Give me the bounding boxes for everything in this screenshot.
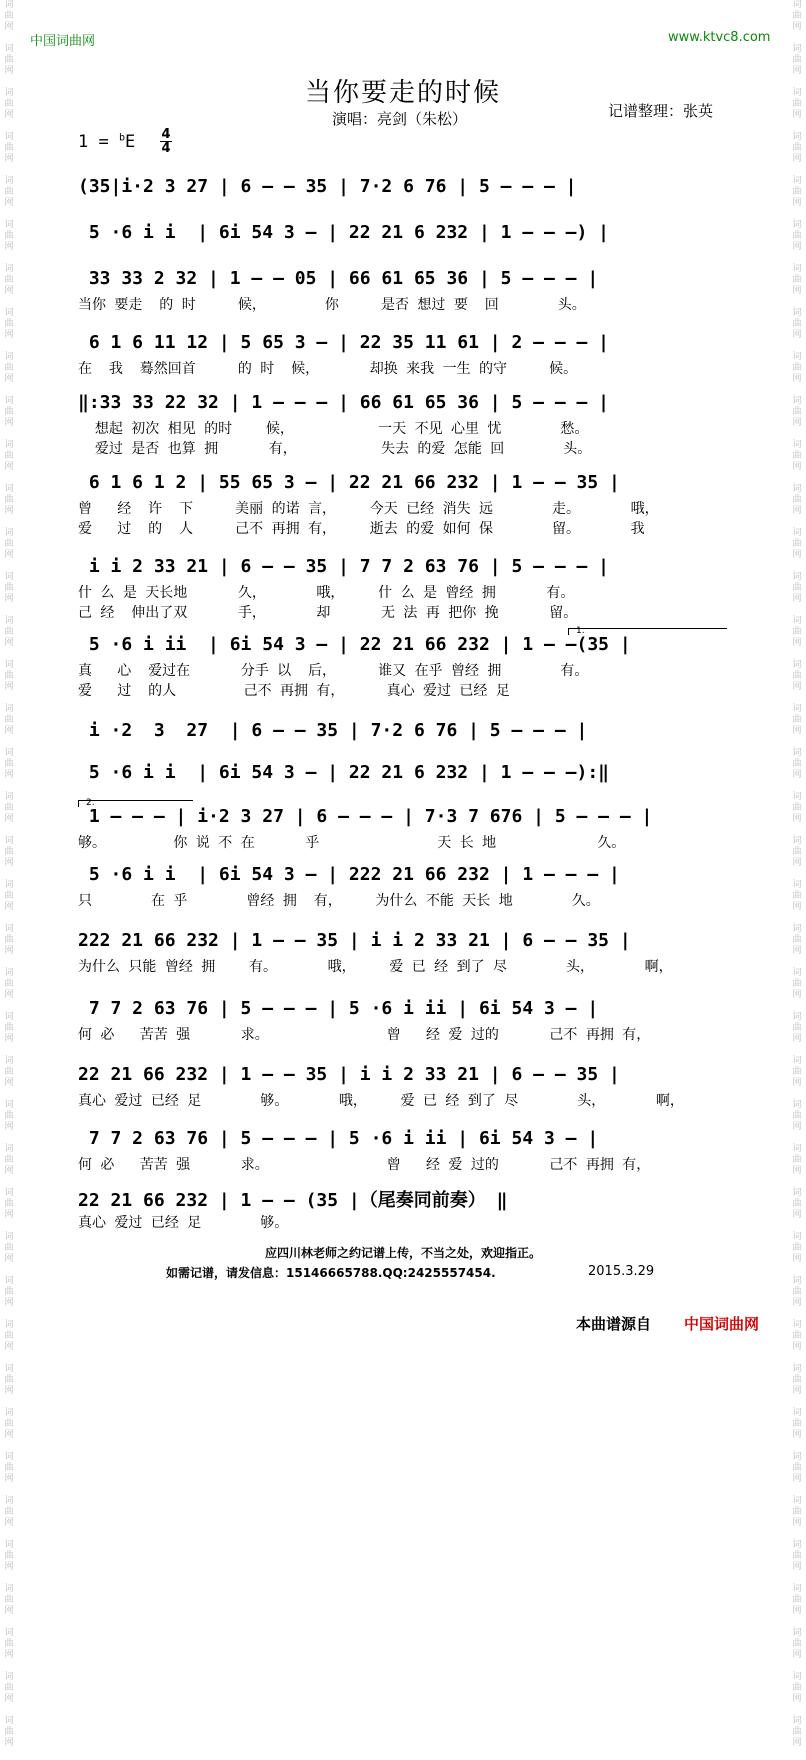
time-signature	[160, 128, 172, 155]
lyric-line: 想起 初次 相见 的时 候， 一天 不见 心里 忧 愁。	[78, 421, 589, 437]
lyric-line: 当你 要走 的 时 候， 你 是否 想过 要 回 头。	[78, 297, 586, 313]
key-flat: b	[118, 132, 125, 144]
watermark-left: 词 曲 网 词 曲 网 词 曲 网 词 曲 网 词 曲 网 词 曲 网 词 曲 网 词 曲 网 词 曲 网 词 曲 网 词 曲 网 词 曲 网 词 曲 网 词 曲 网 词 曲 网 词 曲 网 词 曲 网 词 曲 网 词 曲 网 词 曲 网 词 曲 网 词 曲 网 词 曲 网 词 曲 网 词 曲 网 词 曲 网 词 曲 网 词 曲 网 词 曲 网 词 曲 网 词 曲 网 词 曲 网 词 曲 网 词 曲 网 词 曲 网 词 曲 网 词 曲 网 词 曲 网 词 曲 网 词 曲 网	[4, 0, 14, 1748]
key-prefix: 1 =	[78, 132, 119, 152]
notation-row: 1 — — — | i·2 3 27 | 6 — — — | 7·3 7 676 | 5 — — — |	[78, 806, 653, 827]
lyric-line: 真心 爱过 已经 足 够。 哦， 爱 已 经 到了 尽 头， 啊，	[78, 1093, 684, 1109]
footer-note: 应四川林老师之约记谱上传，不当之处，欢迎指正。	[264, 1246, 541, 1260]
site-url-right[interactable]: www.ktvc8.com	[668, 30, 771, 45]
lyric-line: 只 在 乎 曾经 拥 有， 为什么 不能 天长 地 久。	[78, 893, 600, 909]
lyric-line: 己 经 伸出了双 手， 却 无 法 再 把你 挽 留。	[78, 605, 578, 621]
watermark-right: 词 曲 网 词 曲 网 词 曲 网 词 曲 网 词 曲 网 词 曲 网 词 曲 网 词 曲 网 词 曲 网 词 曲 网 词 曲 网 词 曲 网 词 曲 网 词 曲 网 词 曲 网 词 曲 网 词 曲 网 词 曲 网 词 曲 网 词 曲 网 词 曲 网 词 曲 网 词 曲 网 词 曲 网 词 曲 网 词 曲 网 词 曲 网 词 曲 网 词 曲 网 词 曲 网 词 曲 网 词 曲 网 词 曲 网 词 曲 网 词 曲 网 词 曲 网 词 曲 网 词 曲 网 词 曲 网 词 曲 网	[792, 0, 802, 1748]
notation-row: 5 ·6 i i | 6i 54 3 — | 222 21 66 232 | 1 — — — |	[78, 864, 620, 885]
lyric-line: 什 么 是 天长地 久， 哦， 什 么 是 曾经 拥 有。	[78, 585, 575, 601]
notation-row: 222 21 66 232 | 1 — — 35 | i i 2 33 21 | 6 — — 35 |	[78, 930, 631, 951]
notation-row: 6 1 6 11 12 | 5 65 3 — | 22 35 11 61 | 2 — — — |	[78, 332, 610, 353]
lyric-line: 够。 你 说 不 在 乎 天 长 地 久。	[78, 835, 626, 851]
footer-date: 2015.3.29	[588, 1264, 655, 1279]
key-letter: E	[124, 132, 136, 152]
lyric-line: 何 必 苦苦 强 求。 曾 经 爱 过的 己不 再拥 有，	[78, 1027, 651, 1043]
source-site-link[interactable]: 中国词曲网	[684, 1315, 760, 1333]
lyric-line: 爱过 是否 也算 拥 有， 失去 的爱 怎能 回 头。	[78, 441, 592, 457]
notation-row: i ·2 3 27 | 6 — — 35 | 7·2 6 76 | 5 — — — |	[78, 720, 588, 741]
notation-row: 6 1 6 1 2 | 55 65 3 — | 22 21 66 232 | 1 — — 35 |	[78, 472, 620, 493]
notation-row: i i 2 33 21 | 6 — — 35 | 7 7 2 63 76 | 5 — — — |	[78, 556, 610, 577]
singer-credit: 演唱：亮剑（朱松）	[332, 110, 468, 128]
notation-row: (35|i·2 3 27 | 6 — — 35 | 7·2 6 76 | 5 — — — |	[78, 176, 577, 197]
lyric-line: 爱 过 的 人 己不 再拥 有， 逝去 的爱 如何 保 留。 我	[78, 521, 645, 537]
meter-top: 4	[161, 127, 171, 142]
lyric-line: 真心 爱过 已经 足 够。	[78, 1215, 289, 1231]
lyric-line: 真 心 爱过在 分手 以 后， 谁又 在乎 曾经 拥 有。	[78, 663, 589, 679]
volta-first-label: 1.	[576, 626, 585, 636]
notation-row: ‖:33 33 22 32 | 1 — — — | 66 61 65 36 | 5 — — — |	[78, 392, 610, 413]
notation-row: 5 ·6 i i | 6i 54 3 — | 22 21 6 232 | 1 — — —) |	[78, 222, 610, 243]
notation-row: 22 21 66 232 | 1 — — (35 |（尾奏同前奏） ‖	[78, 1190, 508, 1211]
lyric-line: 曾 经 许 下 美丽 的诺 言， 今天 已经 消失 远 走。 哦，	[78, 501, 659, 517]
volta-second-label: 2.	[86, 798, 95, 808]
notation-row: 7 7 2 63 76 | 5 — — — | 5 ·6 i ii | 6i 54 3 — |	[78, 1128, 599, 1149]
lyric-line: 爱 过 的人 己不 再拥 有， 真心 爱过 已经 足	[78, 683, 510, 699]
lyric-line: 何 必 苦苦 强 求。 曾 经 爱 过的 己不 再拥 有，	[78, 1157, 651, 1173]
lyric-line: 在 我 蓦然回首 的 时 候， 却换 来我 一生 的守 候。	[78, 361, 578, 377]
source-label: 本曲谱源自	[576, 1315, 652, 1333]
key-signature	[78, 132, 135, 152]
volta-first-ending	[568, 628, 727, 635]
site-name-left[interactable]: 中国词曲网	[30, 34, 96, 49]
notation-row: 22 21 66 232 | 1 — — 35 | i i 2 33 21 | 6 — — 35 |	[78, 1064, 620, 1085]
footer-contact: 如需记谱，请发信息：15146665788.QQ:2425557454.	[166, 1266, 496, 1280]
lyric-line: 为什么 只能 曾经 拥 有。 哦， 爱 已 经 到了 尽 头， 啊，	[78, 959, 673, 975]
notation-row: 5 ·6 i ii | 6i 54 3 — | 22 21 66 232 | 1 — —(35 |	[78, 634, 631, 655]
song-title: 当你要走的时候	[304, 78, 501, 108]
volta-second-ending	[78, 800, 193, 807]
arranger-credit: 记谱整理：张英	[608, 102, 714, 120]
notation-row: 5 ·6 i i | 6i 54 3 — | 22 21 6 232 | 1 — — —):‖	[78, 762, 610, 783]
notation-row: 7 7 2 63 76 | 5 — — — | 5 ·6 i ii | 6i 54 3 — |	[78, 998, 599, 1019]
notation-row: 33 33 2 32 | 1 — — 05 | 66 61 65 36 | 5 — — — |	[78, 268, 599, 289]
meter-bottom: 4	[161, 141, 171, 156]
